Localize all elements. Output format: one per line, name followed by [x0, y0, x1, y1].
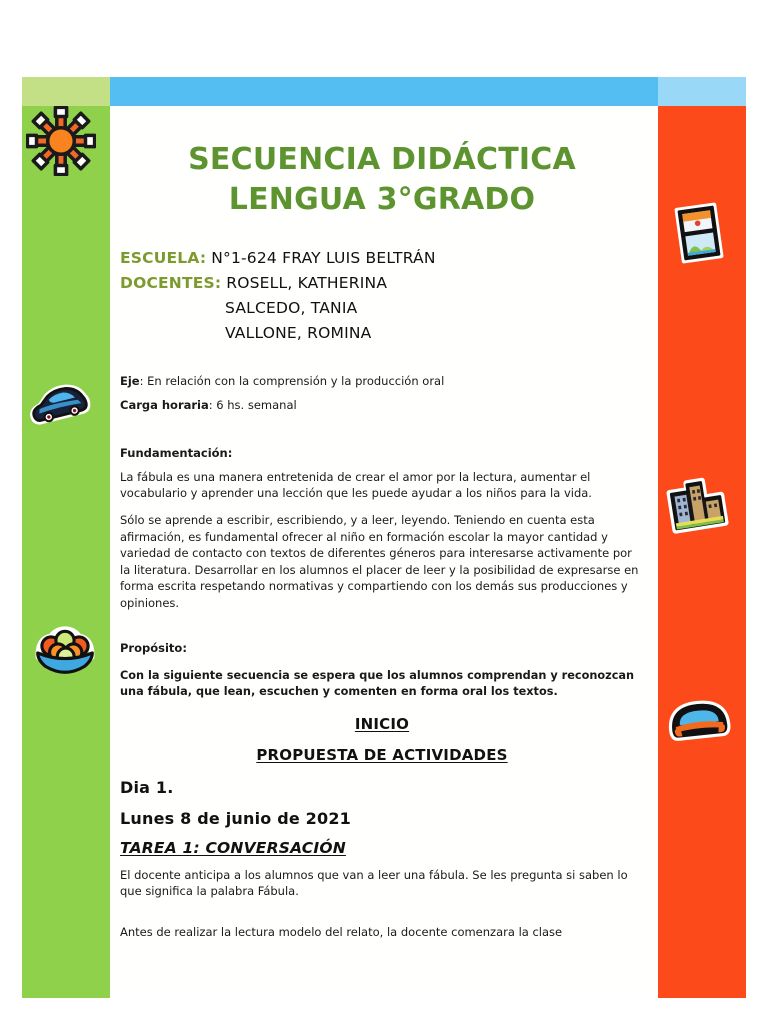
eje-value: : En relación con la comprensión y la producción oral: [139, 374, 445, 389]
docente-name-3: VALLONE, ROMINA: [225, 324, 372, 343]
docente-row-2: [120, 296, 644, 321]
docente-name-1: ROSELL, KATHERINA: [226, 273, 388, 292]
escuela-value: N°1-624 FRAY LUIS BELTRÁN: [211, 248, 436, 267]
fundamentacion-heading: Fundamentación:: [120, 445, 233, 460]
meta-fields: [120, 369, 644, 417]
inicio-heading: [120, 715, 644, 733]
page-title: [120, 140, 644, 220]
tail-paragraph: Antes de realizar la lectura modelo del relato, la docente comenzara la clase: [120, 925, 563, 940]
fruit-bowl-icon: [30, 618, 100, 688]
docente-name-2: SALCEDO, TANIA: [225, 299, 358, 317]
city-buildings-icon: [662, 468, 732, 538]
tarea-paragraph: El docente anticipa a los alumnos que van a leer una fábula. Se les pregunta si saben lo que significa la palabra Fábula.: [120, 867, 628, 899]
document-content: [110, 106, 658, 998]
docentes-label: DOCENTES:: [120, 273, 222, 292]
escuela-label: ESCUELA:: [120, 248, 207, 267]
eje-row: [120, 369, 644, 393]
page-title-line2: LENGUA 3°GRADO: [228, 181, 536, 217]
day-date: Lunes 8 de junio de 2021: [120, 808, 352, 828]
tarea-heading: [120, 839, 644, 857]
sidebar-left-green: [22, 106, 110, 998]
proposito-heading: Propósito:: [120, 641, 187, 655]
header-fields: [120, 246, 644, 346]
fundamentacion-paragraph-1: La fábula es una manera entretenida de crear el amor por la lectura, aumentar el vocabulario y aprender una lección que les puede ayudar a los niños para la vida.: [120, 469, 592, 500]
eje-label: Eje: [120, 374, 140, 389]
proposito-paragraph: Con la siguiente secuencia se espera que los alumnos comprendan y reconozcan una fábula, que lean, escuchen y comenten en forma oral los textos.: [120, 669, 635, 699]
carga-horaria-label: Carga horaria: [120, 398, 209, 413]
carga-horaria-row: [120, 393, 644, 417]
propuesta-heading: [120, 746, 644, 764]
sidebar-green-accent-top: [22, 77, 110, 106]
fundamentacion-paragraph-2: Sólo se aprende a escribir, escribiendo, y a leer, leyendo. Teniendo en cuenta esta afirmación, es fundamental ofrecer al niño en formación escolar la mayor cantidad y variedad de contacto con textos de diferentes géneros para interesarse activamente por la literatura. Desarrollar en los alumnos el placer de leer y la posibilidad de expresarse en forma escrita respetando normativas y compartiendo con los demás sus producciones y opiniones.: [120, 513, 639, 610]
tarea-heading-text: TAREA 1: CONVERSACIÓN: [120, 838, 346, 857]
inicio-heading-text: INICIO: [354, 714, 410, 733]
escuela-row: [120, 246, 644, 271]
docentes-row: [120, 271, 644, 296]
framed-picture-icon: [664, 198, 734, 268]
header-bar-blue-accent: [658, 77, 746, 106]
carga-horaria-value: : 6 hs. semanal: [208, 398, 297, 413]
propuesta-heading-text: PROPUESTA DE ACTIVIDADES: [256, 745, 508, 764]
day-number: Dia 1.: [120, 777, 174, 797]
docente-row-3: [120, 321, 644, 346]
page-title-line1: SECUENCIA DIDÁCTICA: [188, 142, 576, 177]
car-icon: [24, 368, 94, 438]
sofa-icon: [664, 684, 734, 754]
sun-burst-icon: [26, 106, 96, 176]
header-bar-blue: [110, 77, 658, 106]
